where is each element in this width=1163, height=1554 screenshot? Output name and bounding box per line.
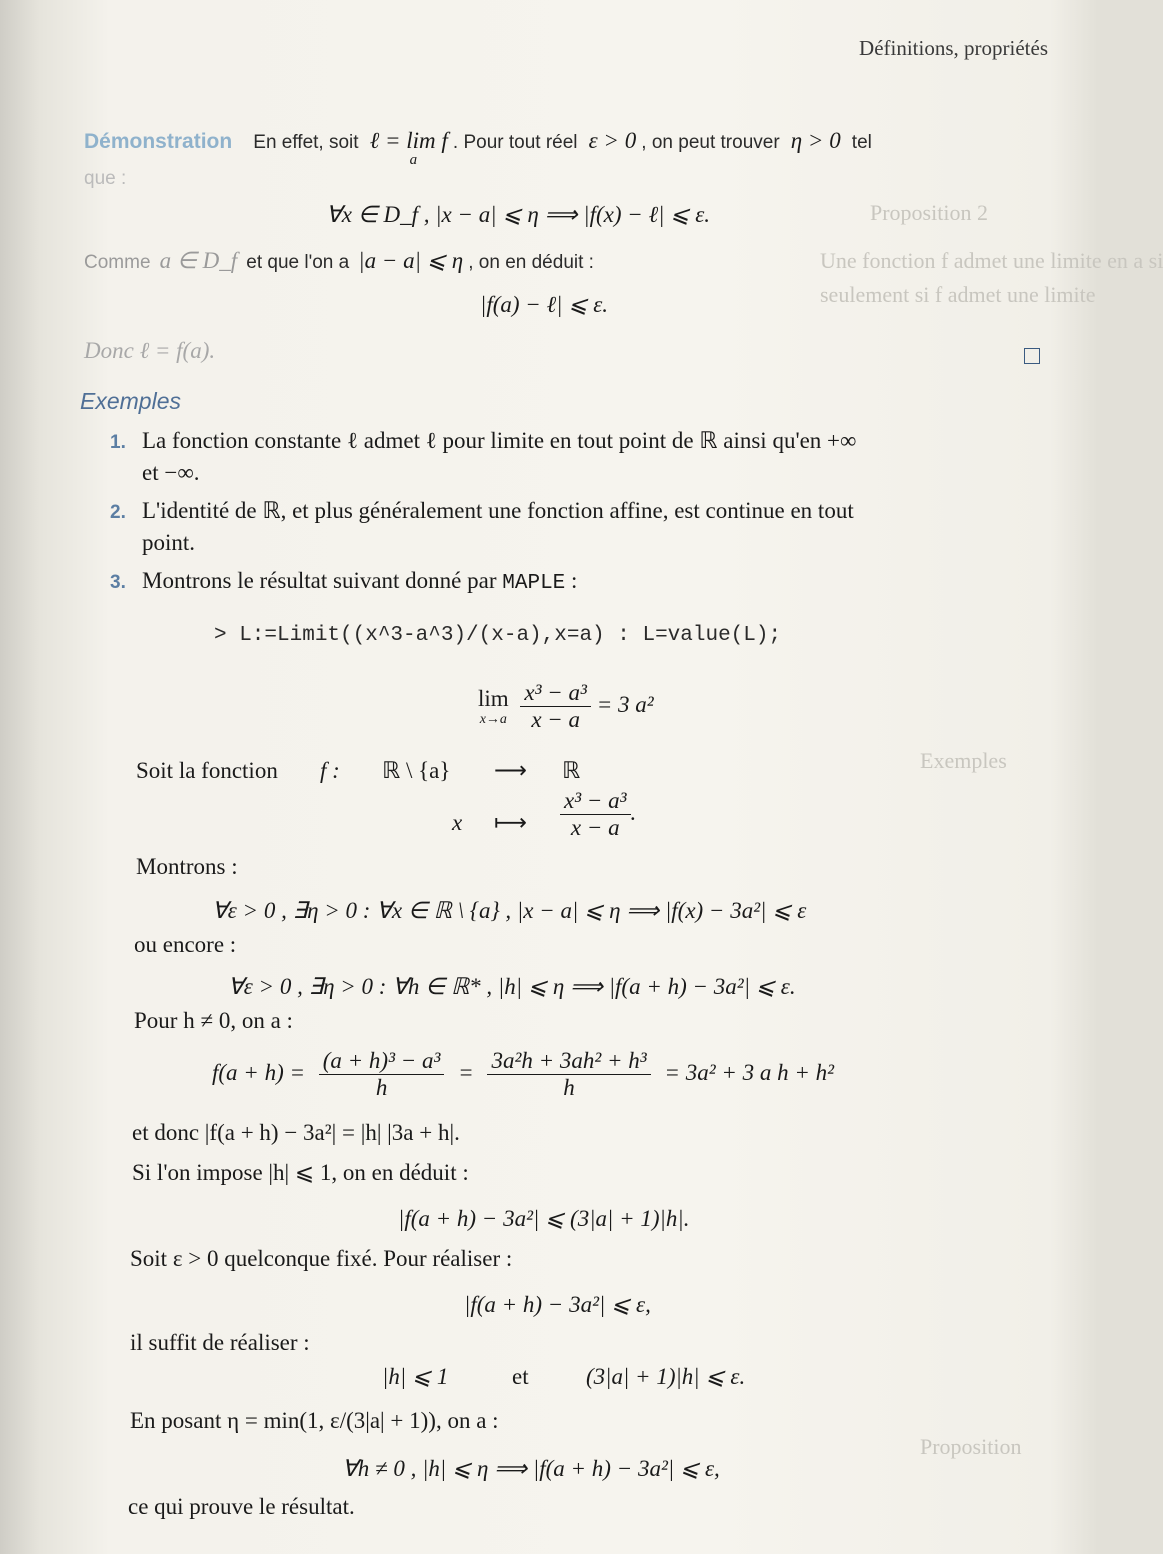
example-number: 1.: [110, 432, 126, 453]
soit-epsilon: Soit ε > 0 quelconque fixé. Pour réaliser :: [130, 1246, 513, 1271]
demonstration-line-2: que :: [84, 168, 127, 189]
example-3-line-1: Montrons le résultat suivant donné par MAPLE :: [142, 568, 578, 595]
condition-a: |h| ⩽ 1: [382, 1364, 449, 1389]
montrons: Montrons :: [136, 854, 238, 879]
bleed-text: Proposition: [920, 1434, 1022, 1459]
demonstration-line-1: Démonstration En effet, soit ℓ = lim f a . Pour tout réel ε > 0 , on peut trouver η > 0 tel: [84, 128, 872, 168]
claim-1: ∀ε > 0 , ∃η > 0 : ∀x ∈ ℝ \ {a} , |x − a| ⩽ η ⟹ |f(x) − 3a²| ⩽ ε: [212, 898, 807, 923]
mapsto-arrow: ⟼: [494, 810, 527, 835]
domain: ℝ \ {a}: [382, 758, 451, 783]
maps-arrow: ⟶: [494, 758, 527, 783]
formula-f-a: |f(a) − ℓ| ⩽ ε.: [480, 292, 609, 317]
example-1-line-1: La fonction constante ℓ admet ℓ pour limite en tout point de ℝ ainsi qu'en +∞: [142, 428, 857, 453]
bleed-text: seulement si f admet une limite: [820, 282, 1096, 307]
pour-h: Pour h ≠ 0, on a :: [134, 1008, 293, 1033]
demonstration-line-3: Comme a ∈ D_f et que l'on a |a − a| ⩽ η , on en déduit :: [84, 248, 594, 273]
f-label: f :: [320, 758, 340, 783]
condition-b: (3|a| + 1)|h| ⩽ ε.: [586, 1364, 746, 1389]
computation: f(a + h) = $\frac{\text{(a + h)³ − a³}}{h}$ = $\frac{\text{3a²h + 3ah² + h³}}{h}$ = 3a² + 3 a h + h²: [212, 1048, 835, 1100]
qed-box-icon: [1024, 348, 1040, 364]
example-number: 3.: [110, 572, 126, 593]
soit-la-fonction: Soit la fonction: [136, 758, 278, 783]
claim-2: ∀ε > 0 , ∃η > 0 : ∀h ∈ ℝ* , |h| ⩽ η ⟹ |f(a + h) − 3a²| ⩽ ε.: [228, 974, 796, 999]
examples-heading: Exemples: [80, 388, 181, 414]
inequality-2: |f(a + h) − 3a²| ⩽ ε,: [464, 1292, 651, 1317]
limit-result: lim x→a $\frac{\text{x³ − a³}}{x - a}$ = 3 a²: [478, 680, 654, 732]
var-x: x: [452, 810, 463, 835]
maple-command: > L:=Limit((x^3-a^3)/(x-a),x=a) : L=value(L);: [214, 624, 782, 647]
il-suffit: il suffit de réaliser :: [130, 1330, 310, 1355]
en-posant: En posant η = min(1, ε/(3|a| + 1)), on a :: [130, 1408, 499, 1433]
bleed-text: Proposition 2: [870, 200, 988, 225]
bleed-text: Exemples: [920, 748, 1007, 773]
si-l-on-impose: Si l'on impose |h| ⩽ 1, on en déduit :: [132, 1160, 469, 1185]
example-number: 2.: [110, 502, 126, 523]
final-statement: ∀h ≠ 0 , |h| ⩽ η ⟹ |f(a + h) − 3a²| ⩽ ε,: [342, 1456, 720, 1481]
bleed-text: Une fonction f admet une limite en a si: [820, 248, 1163, 273]
ou-encore: ou encore :: [134, 932, 237, 957]
conclusion: ce qui prouve le résultat.: [128, 1494, 355, 1519]
limit-def: ℓ = lim f a: [369, 128, 448, 168]
running-title: Définitions, propriétés: [859, 36, 1048, 60]
condition-et: et: [512, 1364, 529, 1389]
codomain: ℝ: [562, 758, 581, 783]
example-2-line-2: point.: [142, 530, 196, 555]
demonstration-conclusion: Donc ℓ = f(a).: [84, 338, 216, 363]
inequality-1: |f(a + h) − 3a²| ⩽ (3|a| + 1)|h|.: [398, 1206, 690, 1231]
et-donc: et donc |f(a + h) − 3a²| = |h| |3a + h|.: [132, 1120, 460, 1145]
demonstration-label: Démonstration: [84, 130, 233, 153]
map-fraction: $\frac{\text{x³ − a³}}{x - a}$ .: [560, 788, 636, 841]
example-1-line-2: et −∞.: [142, 460, 200, 485]
formula-limit-def: ∀x ∈ D_f , |x − a| ⩽ η ⟹ |f(x) − ℓ| ⩽ ε.: [326, 202, 711, 227]
example-2-line-1: L'identité de ℝ, et plus généralement une fonction affine, est continue en tout: [142, 498, 854, 523]
